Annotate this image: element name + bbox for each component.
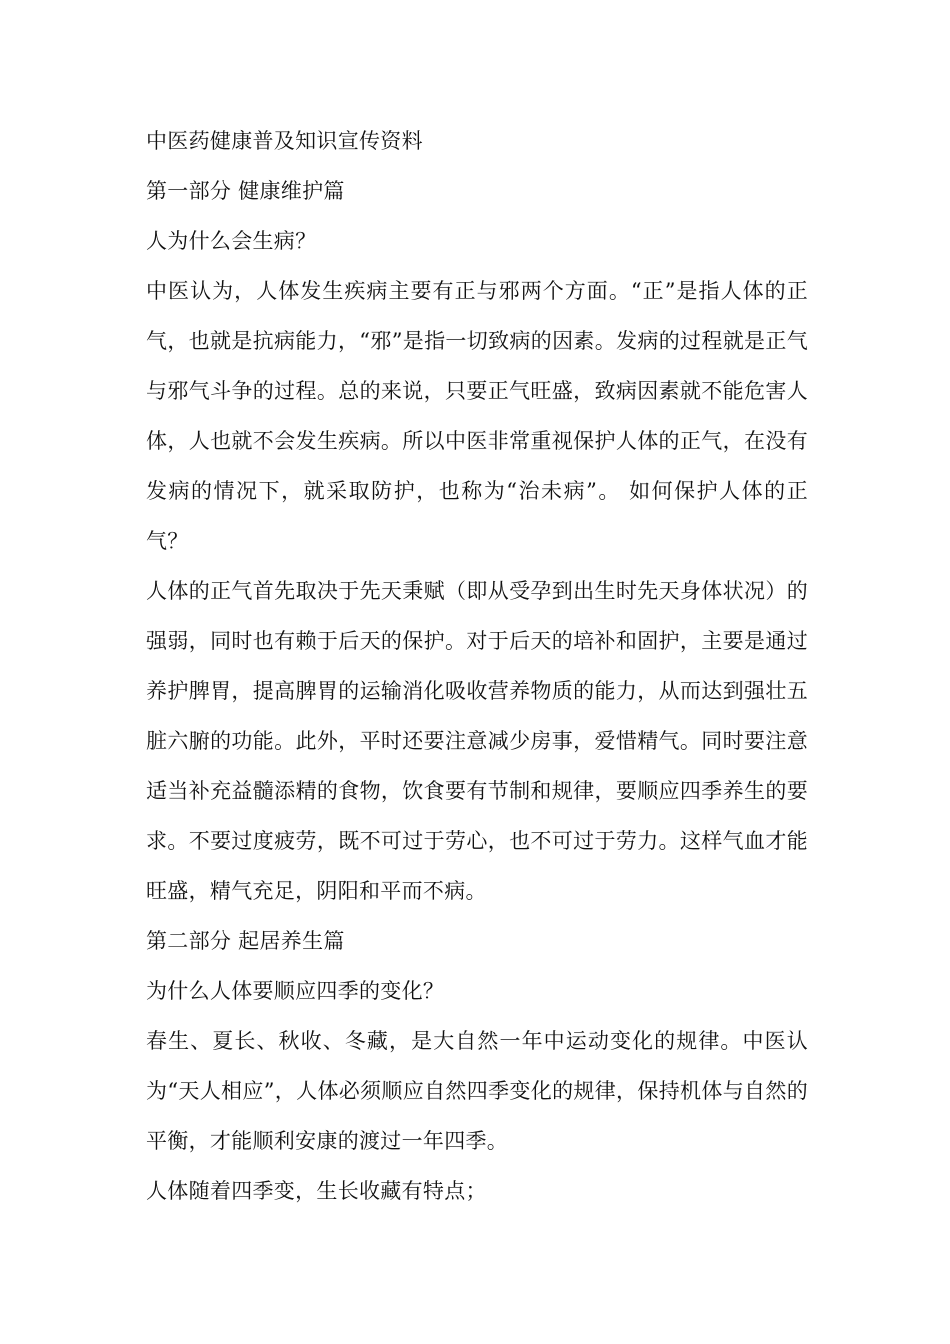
document-body bbox=[146, 116, 808, 1216]
paragraph-protect-zhengqi: 人体的正气首先取决于先天秉赋（即从受孕到出生时先天身体状况）的强弱，同时也有赖于后天的保护。对于后天的培补和固护，主要是通过养护脾胃，提高脾胃的运输消化吸收营养物质的能力，从而达到强壮五脏六腑的功能。此外，平时还要注意减少房事，爱惜精气。同时要注意适当补充益髓添精的食物，饮食要有节制和规律，要顺应四季养生的要求。不要过度疲劳，既不可过于劳心，也不可过于劳力。这样气血才能旺盛，精气充足，阴阳和平而不病。 bbox=[146, 579, 808, 903]
section-heading-part1: 第一部分 健康维护篇 bbox=[146, 179, 345, 203]
paragraph-seasons: 春生、夏长、秋收、冬藏，是大自然一年中运动变化的规律。中医认为“天人相应”，人体必须顺应自然四季变化的规律，保持机体与自然的平衡，才能顺利安康的渡过一年四季。 bbox=[146, 1029, 808, 1153]
question-heading-why-sick: 人为什么会生病？ bbox=[146, 229, 317, 253]
document-title: 中医药健康普及知识宣传资料 bbox=[146, 129, 423, 153]
section-heading-part2: 第二部分 起居养生篇 bbox=[146, 929, 345, 953]
paragraph-seasonal-traits: 人体随着四季变，生长收藏有特点； bbox=[146, 1179, 487, 1203]
paragraph-zhengqi: 中医认为，人体发生疾病主要有正与邪两个方面。“正”是指人体的正气，也就是抗病能力，“邪”是指一切致病的因素。发病的过程就是正气与邪气斗争的过程。总的来说，只要正气旺盛，致病因素就不能危害人体，人也就不会发生疾病。所以中医非常重视保护人体的正气，在没有发病的情况下，就采取防护，也称为“治未病”。 如何保护人体的正气？ bbox=[146, 279, 808, 553]
question-heading-seasons: 为什么人体要顺应四季的变化？ bbox=[146, 979, 445, 1003]
